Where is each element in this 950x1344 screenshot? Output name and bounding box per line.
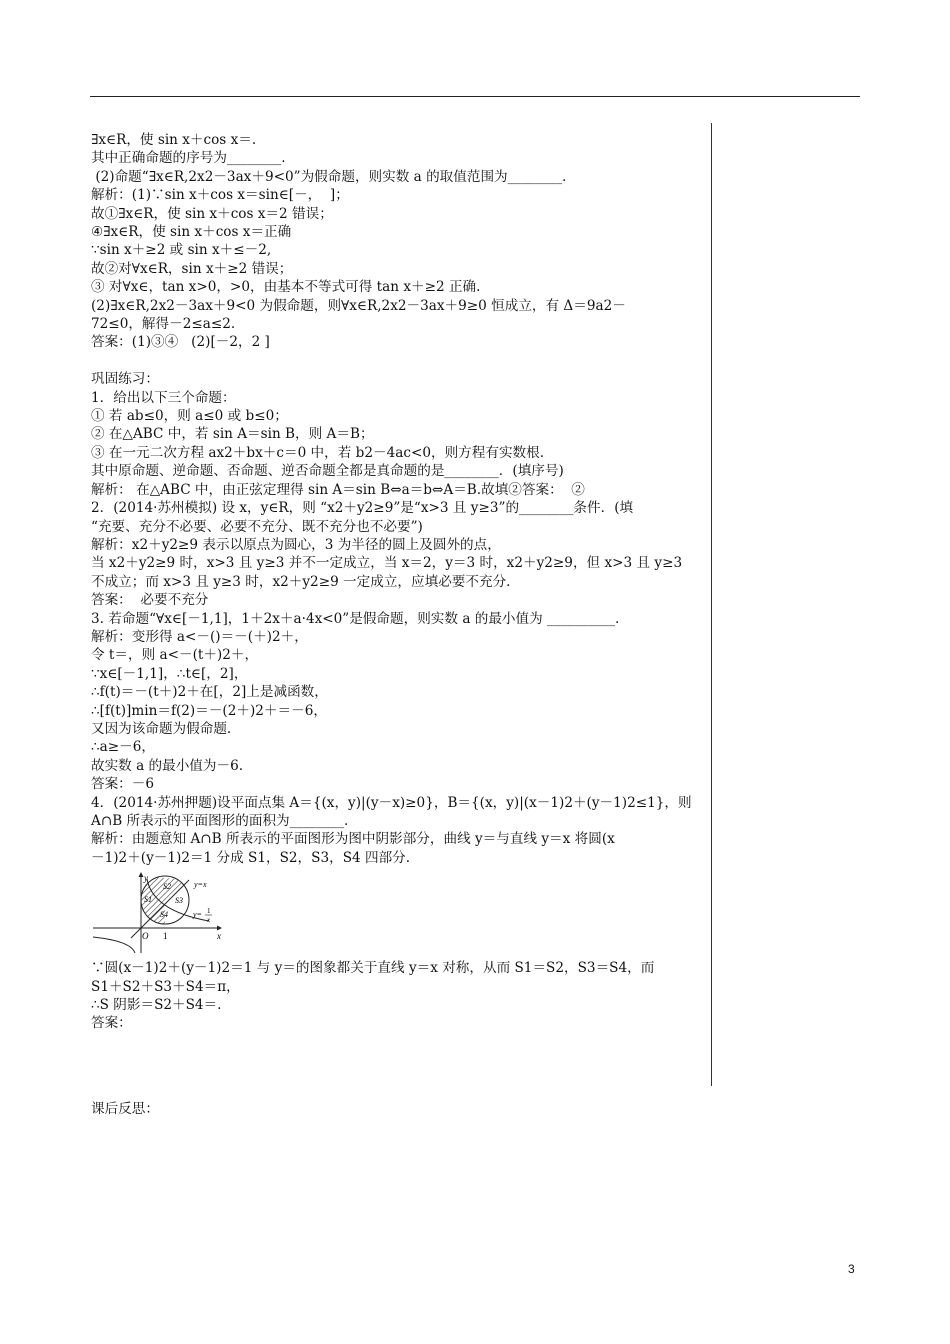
text-line: 当 x2＋y2≥9 时，x>3 且 y≥3 并不一定成立，当 x＝2，y＝3 时，x2＋y2≥9，但 x>3 且 y≥3 [91,555,683,572]
region-label-s4: S4 [160,910,168,920]
text-line: ∵sin x＋≥2 或 sin x＋≤－2, [91,242,272,259]
text-line: ③ 在一元二次方程 ax2＋bx＋c＝0 中，若 b2－4ac<0，则方程有实数根. [91,444,545,461]
margin-rule [711,123,712,1086]
text-line: ② 在△ABC 中，若 sin A＝sin B，则 A＝B； [91,426,374,443]
figure-svg [91,871,231,955]
text-line: 1．给出以下三个命题： [91,389,236,406]
text-line [91,352,707,370]
text-line: ① 若 ab≤0，则 a≤0 或 b≤0； [91,408,288,425]
line-label: y=x [194,880,207,890]
text-line: 2．(2014·苏州模拟) 设 x，y∈R，则 “x2＋y2≥9”是“x>3 且 y≥3”的________条件．(填 [91,500,634,517]
text-line: ∴f(t)＝－(t＋)2＋在[，2]上是减函数， [91,684,328,701]
text-line: ∵x∈[－1,1]，∴t∈[，2]， [91,665,248,682]
text-line: 故①∃x∈R，使 sin x＋cos x＝2 错误； [91,205,333,222]
text-line: A∩B 所表示的平面图形的面积为________. [91,813,349,830]
text-line: 其中原命题、逆命题、否命题、逆否命题全都是真命题的是________．(填序号) [91,463,564,480]
text-line: S1＋S2＋S3＋S4＝π， [91,978,240,995]
text-line: 不成立；而 x>3 且 y≥3 时，x2＋y2≥9 一定成立，应填必要不充分. [91,573,511,590]
curve-label: y= [193,910,202,920]
x-axis-label: x [217,931,221,942]
region-label-s1: S1 [144,895,152,905]
text-line: (2)命题“∃x∈R,2x2－3ax＋9<0”为假命题，则实数 a 的取值范围为________. [91,168,567,185]
text-line: 解析：由题意知 A∩B 所表示的平面图形为图中阴影部分，曲线 y＝与直线 y＝x 将圆(x [91,831,615,848]
text-line: ∴a≥－6， [91,739,155,756]
curve-label-num: 1 [207,907,211,916]
text-line: －1)2＋(y－1)2＝1 分成 S1，S2，S3，S4 四部分. [91,849,411,866]
curve-label-den: x [207,916,211,925]
text-line: ∵圆(x－1)2＋(y－1)2＝1 与 y＝的图象都关于直线 y＝x 对称，从而 S1＝S2，S3＝S4，而 [91,960,655,977]
page-number: 3 [848,1262,855,1276]
text-line: ④∃x∈R，使 sin x＋cos x＝正确 [91,224,292,241]
text-line: 其中正确命题的序号为________. [91,150,286,167]
header-rule [90,96,860,97]
text-line: 故②对∀x∈R，sin x＋≥2 错误； [91,260,293,277]
y-axis-arrow-icon [139,872,144,877]
text-line: ∃x∈R，使 sin x＋cos x＝. [91,132,257,148]
text-line: 解析： 在△ABC 中，由正弦定理得 sin A＝sin B⇔a＝b⇔A＝B.故填②答案： ② [91,481,585,498]
region-label-s3: S3 [175,896,183,906]
text-line: 3. 若命题“∀x∈[－1,1]，1＋2x＋a·4x<0”是假命题，则实数 a 的最小值为 __________. [91,610,620,627]
tick-one-label: 1 [163,931,168,942]
text-line: ∴S 阴影＝S2＋S4＝. [91,997,222,1014]
origin-label: O [142,931,149,942]
text-line: 答案： [91,1015,132,1032]
text-line: 答案：－6 [91,776,155,793]
text-line: 解析：(1)∵sin x＋cos x＝sin∈[－， ]； [91,187,349,204]
text-line: 答案： 必要不充分 [91,592,209,609]
text-line: 巩固练习： [91,371,159,388]
text-block-conclusion [91,959,707,1033]
text-line: ∴[f(t)]min＝f(2)＝－(2＋)2＋＝－6， [91,702,327,719]
text-line: (2)∃x∈R,2x2－3ax＋9<0 为假命题，则∀x∈R,2x2－3ax＋9≥0 恒成立，有 Δ＝9a2－ [91,297,626,314]
after-class-reflection: 课后反思： [91,1101,159,1117]
document-body [91,131,707,1033]
text-line: 4．(2014·苏州押题)设平面点集 A＝{(x，y)|(y－x)≥0}，B＝{(x，y)|(x－1)2＋(y－1)2≤1}，则 [91,794,692,811]
region-label-s2: S2 [163,882,171,892]
text-line: 解析：x2＋y2≥9 表示以原点为圆心，3 为半径的圆上及圆外的点， [91,536,501,553]
y-axis-label: y [144,873,148,884]
hyperbola-branch-left [93,937,135,953]
text-line: 72≤0，解得－2≤a≤2. [91,316,236,333]
text-line: 又因为该命题为假命题. [91,720,232,737]
x-axis-arrow-icon [217,926,222,931]
text-line: 答案：(1)③④ (2)[－2，2 ] [91,334,270,351]
region-figure [91,871,231,955]
text-line: “充要、充分不必要、必要不充分、既不充分也不必要”) [91,518,423,535]
text-line: 故实数 a 的最小值为－6. [91,757,244,774]
text-line: ③ 对∀x∈，tan x>0，>0，由基本不等式可得 tan x＋≥2 正确. [91,279,481,296]
text-line: 解析：变形得 a<－()＝－(＋)2＋， [91,628,308,645]
text-line: 令 t＝，则 a<－(t＋)2＋， [91,647,259,664]
text-block-solution [91,131,707,867]
